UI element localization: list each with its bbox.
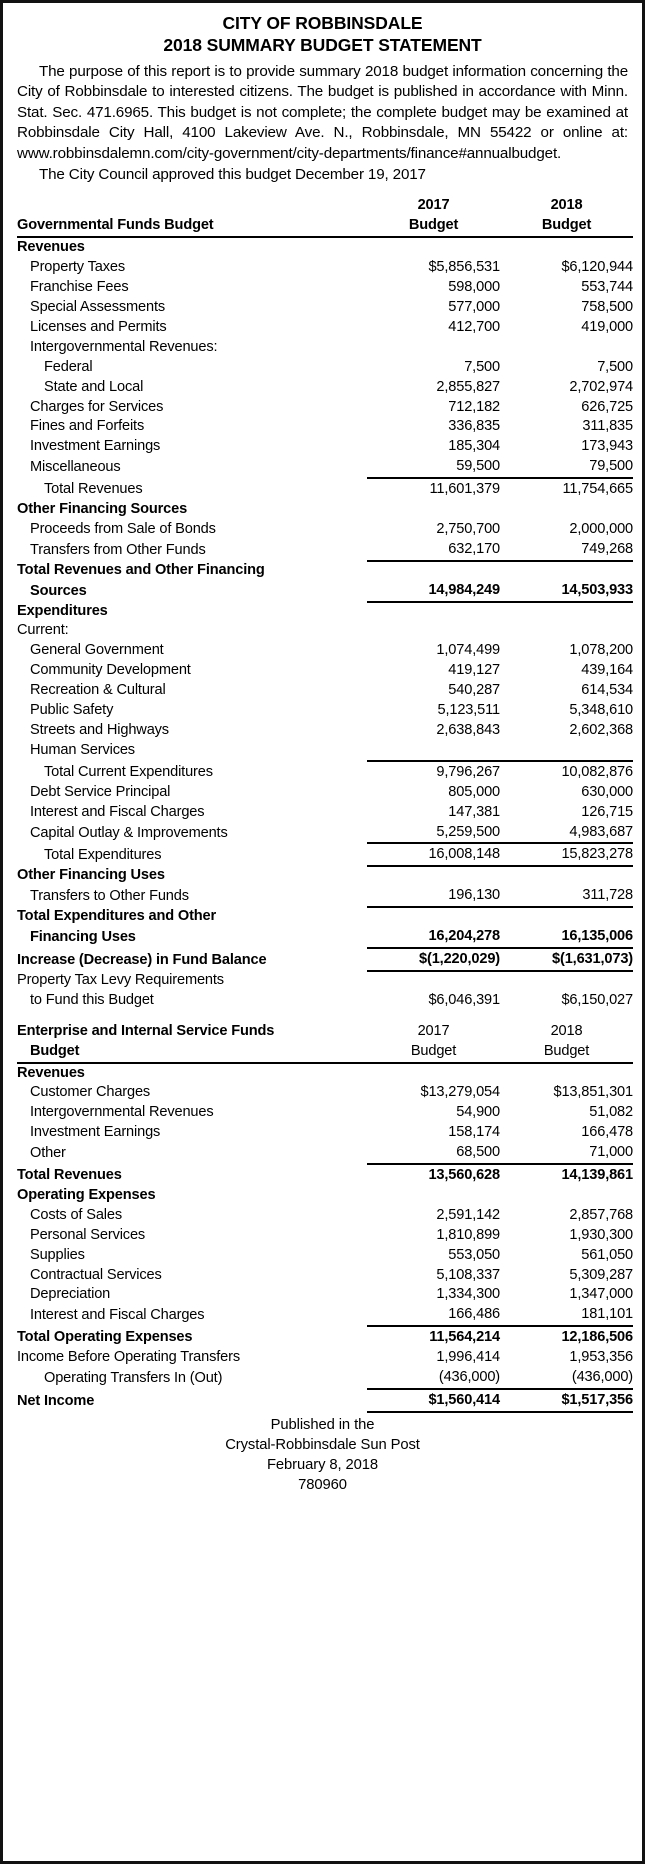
table-row — [17, 298, 633, 318]
table-row — [17, 1103, 633, 1123]
table-row — [17, 258, 633, 278]
enterprise-funds-col2-year: 2018 — [550, 1022, 583, 1039]
row-label: Total Expenditures — [44, 847, 162, 864]
footer-published-in: Published in the — [270, 1416, 375, 1433]
row-value-2017 — [367, 237, 500, 258]
enterprise-funds-table — [17, 1011, 633, 1413]
publication-footer — [17, 1415, 628, 1495]
table-row — [17, 866, 633, 886]
table-row — [17, 478, 633, 500]
row-value-2018: 10,082,876 — [500, 761, 633, 783]
row-value-2017 — [367, 1063, 500, 1084]
row-label: Miscellaneous — [30, 459, 121, 476]
table-spacer-row — [17, 1011, 633, 1022]
row-label: Interest and Fiscal Charges — [30, 803, 205, 820]
table-row — [17, 741, 633, 761]
row-value-2018: 79,500 — [589, 458, 633, 475]
row-value-2017: 196,130 — [448, 887, 500, 904]
row-value-2018: 419,000 — [581, 318, 633, 335]
row-label: Investment Earnings — [30, 1124, 161, 1141]
table-row — [17, 338, 633, 358]
table-row — [17, 581, 633, 602]
row-value-2017: 16,008,148 — [367, 843, 500, 866]
row-value-2018: 5,348,610 — [569, 702, 633, 719]
row-value-2018: 1,930,300 — [569, 1226, 633, 1243]
row-value-2018: 2,000,000 — [569, 520, 633, 537]
enterprise-funds-title-line2: Budget — [17, 1042, 367, 1063]
table-row — [17, 1368, 633, 1389]
table-row — [17, 1186, 633, 1206]
enterprise-funds-col1-year: 2017 — [417, 1022, 450, 1039]
table-row — [17, 701, 633, 721]
row-value-2018: 173,943 — [581, 438, 633, 455]
row-value-2018: 51,082 — [589, 1104, 633, 1121]
row-value-2017: (436,000) — [438, 1369, 500, 1386]
row-label: Federal — [44, 358, 93, 375]
table-row — [17, 803, 633, 823]
row-label: Total Operating Expenses — [17, 1329, 193, 1346]
row-value-2017: 2,750,700 — [436, 520, 500, 537]
row-value-2018 — [500, 602, 633, 622]
row-value-2017 — [367, 971, 500, 991]
intro-paragraph-approval-text: The City Council approved this budget December 19, 2017 — [39, 166, 426, 184]
row-label: Depreciation — [30, 1286, 111, 1303]
row-label: Total Revenues — [44, 481, 143, 498]
governmental-funds-title: Governmental Funds Budget — [17, 216, 367, 237]
row-value-2018 — [500, 237, 633, 258]
row-value-2018: 16,135,006 — [561, 928, 633, 945]
row-value-2018: 2,857,768 — [569, 1206, 633, 1223]
row-value-2017: 1,996,414 — [436, 1349, 500, 1366]
row-label: Current: — [17, 622, 69, 639]
enterprise-funds-title-line1: Enterprise and Internal Service Funds — [17, 1022, 275, 1039]
row-label: Transfers from Other Funds — [30, 541, 206, 558]
enterprise-funds-col2-label: Budget — [500, 1042, 633, 1063]
row-value-2017 — [367, 866, 500, 886]
row-label: Income Before Operating Transfers — [17, 1349, 240, 1366]
table-row — [17, 1164, 633, 1186]
table-row — [17, 1246, 633, 1266]
row-value-2018: 7,500 — [597, 358, 633, 375]
table-row — [17, 500, 633, 520]
row-value-2017: 158,174 — [448, 1124, 500, 1141]
intro-paragraph-purpose-text: The purpose of this report is to provide summary 2018 budget information concerning the City of Robbinsdale to interested citizens. The budget is published in accordance with Minn. Stat. Sec. 471.6965. This budget is not complete; the complete budget may be examined at Robbinsdale City Hall, 4100 Lakeview Ave. N., Robbinsdale, MN 55422 or online at: www.robbinsdalemn.com/city-government/city-departments/finance#annualbudget. — [17, 63, 628, 162]
table-row — [17, 1123, 633, 1143]
row-label: Total Current Expenditures — [44, 763, 213, 780]
row-value-2017 — [367, 621, 500, 641]
row-value-2017: 577,000 — [448, 298, 500, 315]
row-value-2018 — [500, 741, 633, 761]
governmental-funds-header-blank — [17, 196, 367, 216]
row-value-2018: 1,347,000 — [569, 1286, 633, 1303]
table-row — [17, 971, 633, 991]
row-value-2018 — [500, 1063, 633, 1084]
table-row — [17, 1206, 633, 1226]
row-value-2018: 5,309,287 — [569, 1266, 633, 1283]
row-value-2018: 11,754,665 — [500, 478, 633, 500]
table-row — [17, 437, 633, 457]
table-row — [17, 318, 633, 338]
row-label: Costs of Sales — [30, 1206, 122, 1223]
row-value-2018 — [500, 971, 633, 991]
row-value-2017 — [367, 561, 500, 581]
row-value-2017: 16,204,278 — [428, 928, 500, 945]
row-value-2018: 1,953,356 — [569, 1349, 633, 1366]
table-row — [17, 1083, 633, 1103]
row-value-2018 — [500, 338, 633, 358]
row-value-2018: 12,186,506 — [500, 1326, 633, 1348]
table-row — [17, 1389, 633, 1412]
row-label: Debt Service Principal — [30, 783, 171, 800]
row-value-2017: 14,984,249 — [367, 581, 500, 602]
governmental-funds-col1-label: Budget — [367, 216, 500, 237]
row-label: Net Income — [17, 1393, 95, 1409]
row-label: Other Financing Uses — [17, 867, 165, 884]
row-value-2017: 1,810,899 — [436, 1226, 500, 1243]
row-value-2018: 1,078,200 — [569, 642, 633, 659]
governmental-funds-header-group — [17, 185, 633, 237]
row-value-2017: 5,259,500 — [436, 823, 500, 840]
row-value-2018: $6,150,027 — [561, 991, 633, 1008]
row-value-2017 — [367, 500, 500, 520]
enterprise-funds-title-row-2 — [17, 1042, 633, 1063]
enterprise-funds-header-group — [17, 1011, 633, 1063]
row-value-2017 — [367, 338, 500, 358]
row-label: Public Safety — [30, 702, 114, 719]
table-row — [17, 561, 633, 581]
row-value-2017: 11,601,379 — [367, 478, 500, 500]
row-value-2018: 758,500 — [581, 298, 633, 315]
table-row — [17, 540, 633, 561]
table-row — [17, 358, 633, 378]
table-row — [17, 907, 633, 927]
table-row — [17, 1285, 633, 1305]
row-value-2018: $(1,631,073) — [500, 948, 633, 971]
table-row — [17, 681, 633, 701]
table-row — [17, 783, 633, 803]
row-value-2018: $1,517,356 — [500, 1389, 633, 1412]
table-row — [17, 823, 633, 844]
masthead-line-city: CITY OF ROBBINSDALE — [222, 13, 423, 33]
row-value-2017: 11,564,214 — [367, 1326, 500, 1348]
table-row — [17, 1143, 633, 1164]
row-value-2017 — [367, 741, 500, 761]
table-row — [17, 1326, 633, 1348]
row-label: Franchise Fees — [30, 279, 129, 296]
row-value-2018: 311,728 — [582, 887, 633, 904]
row-value-2017: 166,486 — [448, 1306, 500, 1323]
row-label: Total Expenditures and Other — [17, 908, 217, 925]
enterprise-funds-body — [17, 1063, 633, 1412]
table-row — [17, 1063, 633, 1084]
footer-notice-number: 780960 — [298, 1476, 347, 1493]
table-row — [17, 661, 633, 681]
row-value-2017: 5,108,337 — [436, 1266, 500, 1283]
row-value-2018: 126,715 — [581, 803, 633, 820]
enterprise-funds-col1-label: Budget — [367, 1042, 500, 1063]
table-row — [17, 621, 633, 641]
table-row — [17, 886, 633, 907]
row-label: Proceeds from Sale of Bonds — [30, 520, 216, 537]
governmental-funds-col2-label: Budget — [500, 216, 633, 237]
row-value-2017 — [367, 1186, 500, 1206]
row-label: Financing Uses — [30, 929, 136, 946]
row-value-2018: 311,835 — [582, 418, 633, 435]
row-label: Customer Charges — [30, 1084, 151, 1101]
row-value-2018: 14,139,861 — [500, 1164, 633, 1186]
table-row — [17, 1305, 633, 1326]
row-value-2017: 553,050 — [448, 1246, 500, 1263]
governmental-funds-table — [17, 185, 633, 1010]
row-value-2018: 2,602,368 — [569, 722, 633, 738]
table-row — [17, 378, 633, 398]
row-label: Contractual Services — [30, 1266, 162, 1283]
row-value-2017: 2,638,843 — [436, 722, 500, 738]
row-value-2018: 14,503,933 — [500, 581, 633, 602]
row-label: Fines and Forfeits — [30, 418, 145, 435]
row-value-2018 — [500, 907, 633, 927]
row-label: Special Assessments — [30, 298, 166, 315]
governmental-funds-col2-year: 2018 — [550, 197, 583, 214]
row-value-2017: $(1,220,029) — [367, 948, 500, 971]
row-value-2017: 2,591,142 — [436, 1206, 500, 1223]
document-masthead — [17, 13, 628, 56]
row-value-2017: 54,900 — [456, 1104, 500, 1121]
table-row — [17, 237, 633, 258]
row-value-2017: 336,835 — [448, 418, 500, 435]
row-value-2017: $13,279,054 — [420, 1084, 500, 1101]
row-label: Revenues — [17, 239, 85, 256]
table-row — [17, 843, 633, 866]
row-label: Total Revenues — [17, 1167, 122, 1184]
row-value-2018: 181,101 — [581, 1306, 633, 1323]
row-value-2017: 147,381 — [448, 803, 500, 820]
row-label: Recreation & Cultural — [30, 682, 166, 699]
governmental-funds-year-header-row — [17, 196, 633, 216]
row-value-2018: 15,823,278 — [500, 843, 633, 866]
row-value-2018: (436,000) — [571, 1369, 633, 1386]
table-row — [17, 761, 633, 783]
row-label: Sources — [30, 582, 87, 599]
row-value-2017: 5,123,511 — [437, 702, 500, 719]
row-label: Transfers to Other Funds — [30, 888, 189, 905]
row-label: State and Local — [44, 378, 144, 395]
row-label: Human Services — [30, 741, 135, 758]
row-value-2018: 561,050 — [581, 1246, 633, 1263]
row-value-2017: 712,182 — [448, 398, 500, 415]
row-value-2018 — [500, 500, 633, 520]
table-row — [17, 948, 633, 971]
row-label: to Fund this Budget — [30, 991, 154, 1008]
row-label: Supplies — [30, 1246, 85, 1263]
row-value-2017: 9,796,267 — [367, 761, 500, 783]
table-row — [17, 1348, 633, 1368]
enterprise-funds-title-row-1 — [17, 1022, 633, 1042]
row-value-2018: 626,725 — [581, 398, 633, 415]
table-row — [17, 398, 633, 418]
row-value-2017 — [367, 907, 500, 927]
row-label: Property Tax Levy Requirements — [17, 971, 224, 988]
row-value-2018: 553,744 — [581, 279, 633, 296]
row-value-2018: $6,120,944 — [561, 259, 633, 276]
row-label: Other Financing Sources — [17, 501, 188, 518]
row-label: Total Revenues and Other Financing — [17, 561, 265, 578]
row-label: Capital Outlay & Improvements — [30, 824, 228, 841]
row-value-2017: 598,000 — [448, 279, 500, 296]
table-spacer-row — [17, 185, 633, 196]
row-value-2017: 185,304 — [448, 438, 500, 455]
row-value-2018: 71,000 — [589, 1144, 633, 1161]
row-value-2017: 2,855,827 — [436, 378, 500, 395]
row-value-2018: $13,851,301 — [553, 1084, 633, 1101]
row-label: Personal Services — [30, 1226, 146, 1243]
row-value-2018 — [500, 621, 633, 641]
row-label: Licenses and Permits — [30, 318, 167, 335]
table-row — [17, 641, 633, 661]
row-label: Operating Expenses — [17, 1186, 156, 1203]
row-value-2018: 749,268 — [581, 540, 633, 557]
table-row — [17, 520, 633, 540]
row-label: Charges for Services — [30, 398, 164, 415]
row-label: Investment Earnings — [30, 438, 161, 455]
row-value-2017: 805,000 — [448, 783, 500, 800]
row-value-2018: 439,164 — [581, 662, 633, 679]
row-label: Expenditures — [17, 602, 108, 619]
row-value-2017: 68,500 — [456, 1144, 500, 1161]
row-value-2018: 614,534 — [581, 682, 633, 699]
table-row — [17, 927, 633, 948]
intro-paragraph-purpose — [17, 62, 628, 164]
table-row — [17, 1266, 633, 1286]
row-value-2017 — [367, 602, 500, 622]
footer-publication-name: Crystal-Robbinsdale Sun Post — [225, 1436, 420, 1453]
row-value-2017: 632,170 — [448, 540, 500, 557]
footer-publication-date: February 8, 2018 — [266, 1456, 379, 1473]
governmental-funds-body — [17, 237, 633, 1010]
row-value-2017: 1,334,300 — [436, 1286, 500, 1303]
row-value-2018 — [500, 866, 633, 886]
table-row — [17, 602, 633, 622]
table-row — [17, 721, 633, 741]
row-value-2018: 166,478 — [581, 1124, 633, 1141]
row-label: Property Taxes — [30, 259, 125, 276]
table-row — [17, 991, 633, 1011]
row-value-2018 — [500, 561, 633, 581]
intro-paragraph-approval — [17, 165, 628, 185]
row-value-2018: 4,983,687 — [569, 823, 633, 840]
table-row — [17, 278, 633, 298]
row-value-2018 — [500, 1186, 633, 1206]
row-label: General Government — [30, 642, 164, 659]
row-value-2018: 630,000 — [581, 783, 633, 800]
governmental-funds-col1-year: 2017 — [417, 197, 450, 214]
governmental-funds-title-row — [17, 216, 633, 237]
row-label: Streets and Highways — [30, 722, 169, 738]
row-value-2017: $5,856,531 — [428, 259, 500, 276]
row-label: Increase (Decrease) in Fund Balance — [17, 951, 267, 968]
row-label: Intergovernmental Revenues — [30, 1104, 214, 1121]
masthead-line-title: 2018 SUMMARY BUDGET STATEMENT — [163, 35, 482, 55]
row-value-2017: 7,500 — [464, 358, 500, 375]
row-value-2017: $6,046,391 — [428, 991, 500, 1008]
row-value-2017: 412,700 — [448, 318, 500, 335]
row-value-2017: 419,127 — [448, 662, 500, 679]
row-label: Interest and Fiscal Charges — [30, 1307, 205, 1324]
row-label: Operating Transfers In (Out) — [44, 1370, 223, 1387]
row-value-2017: 1,074,499 — [436, 642, 500, 659]
table-row — [17, 1226, 633, 1246]
row-value-2017: 540,287 — [448, 682, 500, 699]
row-label: Community Development — [30, 662, 191, 679]
row-label: Other — [30, 1145, 66, 1162]
row-label: Intergovernmental Revenues: — [30, 338, 218, 355]
table-row — [17, 457, 633, 478]
table-row — [17, 417, 633, 437]
row-value-2017: 59,500 — [456, 458, 500, 475]
row-label: Revenues — [17, 1064, 85, 1081]
row-value-2017: 13,560,628 — [367, 1164, 500, 1186]
row-value-2017: $1,560,414 — [367, 1389, 500, 1412]
row-value-2018: 2,702,974 — [569, 378, 633, 395]
